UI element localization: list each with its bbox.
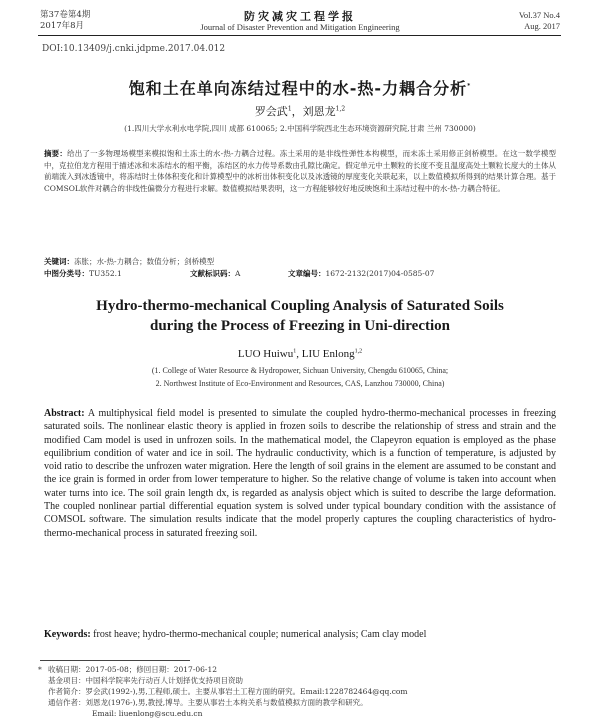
- header-date-cn: 2017年8月: [40, 21, 85, 31]
- journal-title-en: Journal of Disaster Prevention and Mitigation Engineering: [200, 22, 400, 32]
- footnote-bio2: 通信作者：刘恩龙(1976-),男,教授,博导。主要从事岩土本构关系与数值模拟方面的教学和研究。: [48, 698, 368, 707]
- cn-affiliation: (1.四川大学水利水电学院,四川 成都 610065; 2.中国科学院西北生态环境资源研究院,甘肃 兰州 730000): [124, 124, 476, 133]
- en-title-line1: Hydro-thermo-mechanical Coupling Analysis of Saturated Soils: [96, 298, 504, 314]
- cn-article-no: 文章编号：1672-2132(2017)04-0585-07: [288, 269, 435, 278]
- en-abstract: Abstract: A multiphysical field model is presented to simulate the coupled hydro-thermo-mechanical processes in freezing saturated soils. The nonlinear elastic theory is applied in frozen soils to describe the relationship of stress and strain and the modified Cam model is used in unfrozen soils. In the mathematical model, the Clapeyron equation is employed as the phase equilibrium condition of water and ice in soil. The hydraulic conductivity, which is a function of temperature, is adjusted by void ratio to describe the unfrozen water migration. Here the length of soil grains in the element are assumed to be constant and the ice grain is formed in order from lower temperature to higher. So the relative change of volume is taken into account when water turns into ice. The soil grain length dx, is regarded as analysis object which is suited to describe the large deformation. The coupled nonlinear partial differential equation system is solved under typical boundary condition with the assistance of COMSOL software. The simulation results indicate that the model properly captures the coupling characteristics of hydro-thermo-mechanical process in saturated freezing soil.: [44, 408, 556, 539]
- header-volume-issue-cn: 第37卷第4期: [40, 10, 91, 20]
- footnote-email: Email: liuenlong@scu.edu.cn: [92, 709, 203, 718]
- cn-authors: 罗会武$^1$，刘恩龙$^{1,2}$: [254, 105, 346, 118]
- doi: DOI:10.13409/j.cnki.jdpme.2017.04.012: [42, 44, 226, 54]
- cn-keywords: 关键词：冻胀；水-热-力耦合；数值分析；剑桥模型: [44, 257, 215, 266]
- en-title-line2: during the Process of Freezing in Uni-direction: [150, 318, 450, 334]
- footnote-mark: *: [38, 665, 42, 674]
- footnote-fund: 基金项目：中国科学院率先行动百人计划择优支持项目资助: [48, 676, 243, 685]
- header-rule: [38, 35, 561, 36]
- footnote-received: 收稿日期：2017-05-08；修回日期：2017-06-12: [48, 665, 217, 674]
- cn-clc: 中图分类号：TU352.1: [44, 269, 122, 278]
- en-affiliation-2: 2. Northwest Institute of Eco-Environment and Resources, CAS, Lanzhou 730000, China): [155, 379, 445, 388]
- cn-title: 饱和土在单向冻结过程中的水-热-力耦合分析*: [128, 79, 472, 98]
- footnote-bio1: 作者简介：罗会武(1992-),男,工程师,硕士。主要从事岩土工程方面的研究。Email:1228782464@qq.com: [48, 687, 408, 696]
- header-volume-issue-en: Vol.37 No.4: [518, 10, 560, 20]
- en-keywords: Keywords: frost heave; hydro-thermo-mechanical couple; numerical analysis; Cam clay model: [44, 629, 427, 640]
- en-affiliation-1: (1. College of Water Resource & Hydropower, Sichuan University, Chengdu 610065, China;: [151, 366, 449, 375]
- cn-doc-code: 文献标识码：A: [190, 269, 241, 278]
- journal-title-cn: 防灾减灾工程学报: [244, 10, 356, 23]
- en-authors: LUO Huiwu$^1$, LIU Enlong$^{1,2}$: [237, 348, 363, 360]
- header-date-en: Aug. 2017: [524, 21, 560, 31]
- cn-abstract: 摘要：给出了一多物理场模型来模拟饱和土冻土的水-热-力耦合过程。冻土采用的是非线性弹性本构模型，而未冻土采用修正剑桥模型。在这一数学模型中，克拉伯龙方程用于描述冰和未冻结水的相平衡，冻结区的水力传导系数由孔隙比确定。假定单元中土颗粒的长度不变且温度高处土颗粒长度大的土体从前端流入到冰透镜中，将冻结时土体体积变化和计算模型中的冰析出体积变化以及冰透镜的厚度变化关联起来，以上数值模拟所得到的结果计算合理。基于COMSOL软件对耦合的非线性偏微分方程进行求解。数值模拟结果表明，这一方程能够较好地反映饱和土冻结过程中的水-热-力耦合特征。: [44, 149, 556, 193]
- footnote-rule: [40, 660, 190, 661]
